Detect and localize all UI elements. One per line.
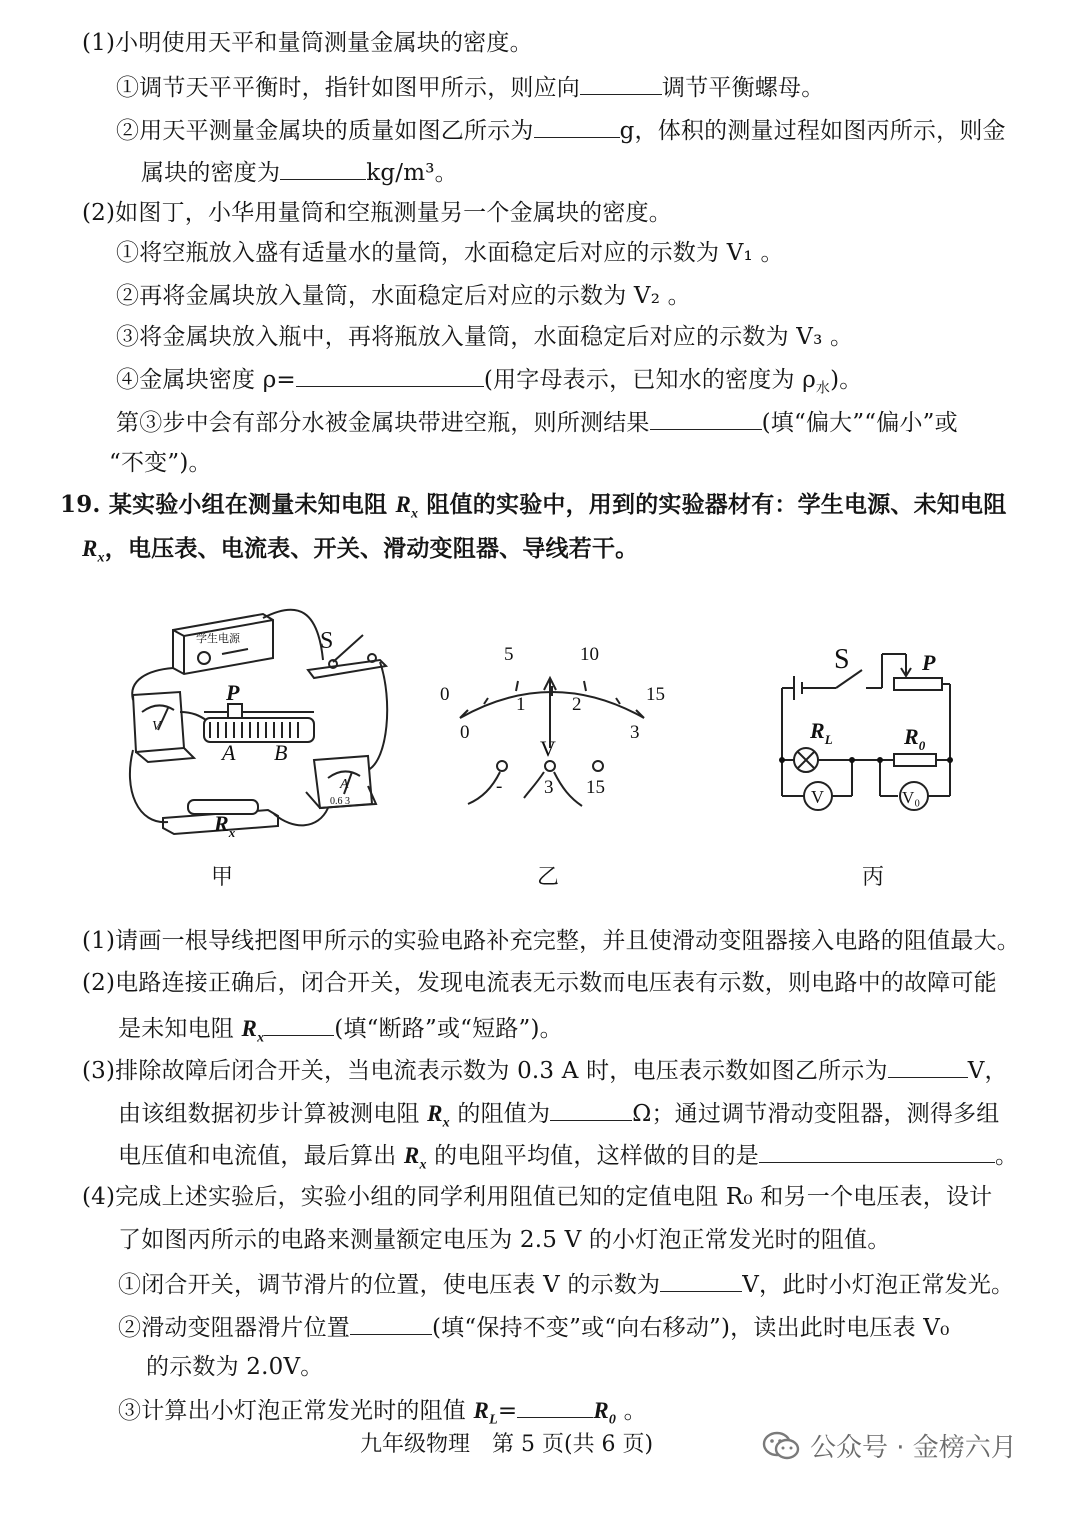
dial-top-15: 15: [646, 684, 665, 705]
q19-sub4-cont: 了如图丙所示的电路来测量额定电压为 2.5 V 的小灯泡正常发光时的阻值。: [118, 1227, 891, 1253]
q19-sub3: (3)排除故障后闭合开关，当电流表示数为 0.3 A 时，电压表示数如图乙所示为 V，: [82, 1053, 1008, 1087]
caption-bing: 丙: [862, 865, 885, 890]
q18-part2-intro: (2)如图丁，小华用量筒和空瓶测量另一个金属块的密度。: [82, 200, 672, 226]
slider-label: P: [226, 680, 240, 705]
caption-yi: 乙: [537, 865, 560, 890]
answer-blank[interactable]: [350, 1310, 432, 1335]
q19-sub4-step3: ③计算出小灯泡正常发光时的阻值 $R_L= R_0$ 。: [118, 1393, 647, 1437]
figure-yi-voltmeter-dial: [432, 638, 672, 813]
q19-sub4-step1: ①闭合开关，调节滑片的位置，使电压表 V 的示数为 V，此时小灯泡正常发光。: [118, 1267, 1014, 1301]
figure-bing-schematic: [770, 640, 970, 830]
dial-top-5: 5: [504, 644, 514, 665]
answer-blank[interactable]: [759, 1138, 995, 1163]
q18-part1-intro: (1)小明使用天平和量筒测量金属块的密度。: [82, 30, 533, 56]
q18-part1-step1: ①调节天平平衡时，指针如图甲所示，则应向 调节平衡螺母。: [116, 70, 824, 104]
page-footer: 九年级物理 第 5 页(共 6 页): [360, 1432, 654, 1457]
end-a-label: A: [222, 740, 236, 765]
answer-blank[interactable]: [280, 155, 366, 180]
answer-blank[interactable]: [660, 1267, 742, 1292]
bing-r0-label: $R_0$: [904, 724, 926, 753]
q18-part2-step5: 第③步中会有部分水被金属块带进空瓶，则所测结果 (填“偏大”“偏小”或: [116, 405, 958, 439]
q19-sub4-step2-cont: 的示数为 2.0V。: [146, 1354, 324, 1380]
q19-sub3-cont1: 由该组数据初步计算被测电阻 $R_x$ 的阻值为 Ω；通过调节滑动变阻器，测得多组: [118, 1096, 999, 1140]
watermark: [762, 1427, 1017, 1464]
q18-part2-step1: ①将空瓶放入盛有适量水的量筒，水面稳定后对应的示数为 V₁ 。: [116, 240, 784, 266]
answer-blank[interactable]: [517, 1393, 593, 1418]
terminal-minus: -: [496, 776, 503, 797]
wechat-icon: [762, 1431, 800, 1461]
q18-part2-step4: ④金属块密度 ρ= (用字母表示，已知水的密度为 $\rho_水$)。: [116, 362, 863, 405]
q18-part2-step3: ③将金属块放入瓶中，再将瓶放入量筒，水面稳定后对应的示数为 V₃ 。: [116, 324, 854, 350]
ammeter-label: A: [340, 777, 349, 792]
power-label: 学生电源: [196, 633, 240, 645]
dial-bottom-0: 0: [460, 722, 470, 743]
q19-intro: 19. 某实验小组在测量未知电阻 $R_x$ 阻值的实验中，用到的实验器材有：学生电源、未知电阻: [60, 491, 1007, 522]
ammeter-terminals: 0.6 3: [330, 796, 350, 807]
switch-label: S: [320, 628, 334, 654]
q19-sub4-step2: ②滑动变阻器滑片位置 (填“保持不变”或“向右移动”)，读出此时电压表 V₀: [118, 1310, 950, 1344]
answer-blank[interactable]: [550, 1096, 632, 1121]
bing-v0-meter: V₀: [902, 788, 921, 807]
bing-lamp-label: $R_L$: [810, 718, 833, 747]
q19-sub1: (1)请画一根导线把图甲所示的实验电路补充完整，并且使滑动变阻器接入电路的阻值最大。: [82, 928, 1020, 954]
q19-sub2-cont: 是未知电阻 $R_x$ (填“断路”或“短路”)。: [118, 1011, 563, 1055]
dial-unit: V: [540, 736, 556, 761]
terminal-15: 15: [586, 777, 605, 798]
rx-label: $R_x$: [214, 811, 236, 840]
q18-part1-step2: ②用天平测量金属块的质量如图乙所示为 g，体积的测量过程如图丙所示，则金: [116, 113, 1006, 147]
answer-blank[interactable]: [296, 362, 484, 387]
figure-jia-circuit: [118, 600, 398, 845]
voltmeter-label: V: [152, 719, 161, 734]
q18-part1-step2-cont: 属块的密度为 kg/m³。: [141, 155, 458, 189]
caption-jia: 甲: [211, 865, 234, 890]
q19-intro-cont: $R_x$，电压表、电流表、开关、滑动变阻器、导线若干。: [82, 535, 639, 566]
answer-blank[interactable]: [264, 1011, 334, 1036]
answer-blank[interactable]: [888, 1053, 968, 1078]
dial-top-10: 10: [580, 644, 599, 665]
dial-bottom-3: 3: [630, 722, 640, 743]
answer-blank[interactable]: [534, 113, 620, 138]
end-b-label: B: [274, 740, 288, 765]
watermark-text: 公众号 · 金榜六月: [810, 1433, 1017, 1463]
q18-part2-step2: ②再将金属块放入量筒，水面稳定后对应的示数为 V₂ 。: [116, 283, 691, 309]
q18-part2-step5-cont: “不变”)。: [109, 450, 212, 476]
q19-sub4: (4)完成上述实验后，实验小组的同学利用阻值已知的定值电阻 R₀ 和另一个电压表，设计: [82, 1184, 993, 1210]
answer-blank[interactable]: [580, 70, 662, 95]
bing-switch-label: S: [834, 644, 850, 675]
dial-bottom-2: 2: [572, 694, 582, 715]
bing-slider-label: P: [922, 650, 936, 675]
dial-top-0: 0: [440, 684, 450, 705]
q19-sub3-cont2: 电压值和电流值，最后算出 $R_x$ 的电阻平均值，这样做的目的是 。: [118, 1138, 1018, 1182]
q19-sub2: (2)电路连接正确后，闭合开关，发现电流表无示数而电压表有示数，则电路中的故障可能: [82, 970, 997, 996]
terminal-3: 3: [544, 777, 554, 798]
bing-v-meter: V: [811, 787, 824, 807]
dial-bottom-1: 1: [516, 694, 526, 715]
answer-blank[interactable]: [650, 405, 762, 430]
